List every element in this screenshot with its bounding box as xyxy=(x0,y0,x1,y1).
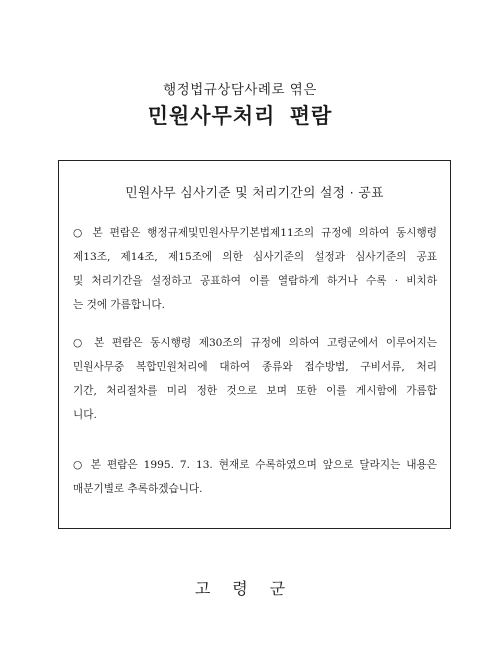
notice-box xyxy=(58,160,451,529)
notice-item-line: 민원사무중 복합민원처리에 대하여 종류와 접수방법, 구비서류, 처리 xyxy=(73,361,437,373)
notice-item-line: 매분기별로 추록하겠습니다. xyxy=(73,483,203,495)
document-subtitle: 행정법규상담사례로 엮은 xyxy=(163,82,317,98)
issuer-name: 고령군 xyxy=(194,579,308,598)
notice-item-line: ○ 본 편람은 행정규제및민원사무기본법제11조의 규정에 의하여 동시행령 xyxy=(73,227,437,239)
notice-item-1 xyxy=(73,221,437,317)
notice-item-3 xyxy=(73,453,437,501)
notice-item-line: 제13조, 제14조, 제15조에 의한 심사기준의 설정과 심사기준의 공표 xyxy=(73,251,437,263)
notice-item-line: 및 처리기간을 설정하고 공표하여 이를 열람하게 하거나 수록 · 비치하 xyxy=(73,275,437,287)
notice-item-line: 기간, 처리절차를 미리 정한 것으로 보며 또한 이를 게시함에 가름합 xyxy=(73,385,437,397)
notice-item-line: 는 것에 가름합니다. xyxy=(73,299,165,311)
notice-item-2 xyxy=(73,331,437,427)
notice-item-line: 니다. xyxy=(73,409,97,421)
notice-heading: 민원사무 심사기준 및 처리기간의 설정 · 공표 xyxy=(125,186,384,201)
notice-item-line: ○ 본 편람은 동시행령 제30조의 규정에 의하여 고령군에서 이루어지는 xyxy=(73,337,437,349)
document-title: 민원사무처리 편람 xyxy=(147,104,333,128)
notice-item-line: ○ 본 편람은 1995. 7. 13. 현재로 수록하였으며 앞으로 달라지는 내용은 xyxy=(73,459,437,471)
